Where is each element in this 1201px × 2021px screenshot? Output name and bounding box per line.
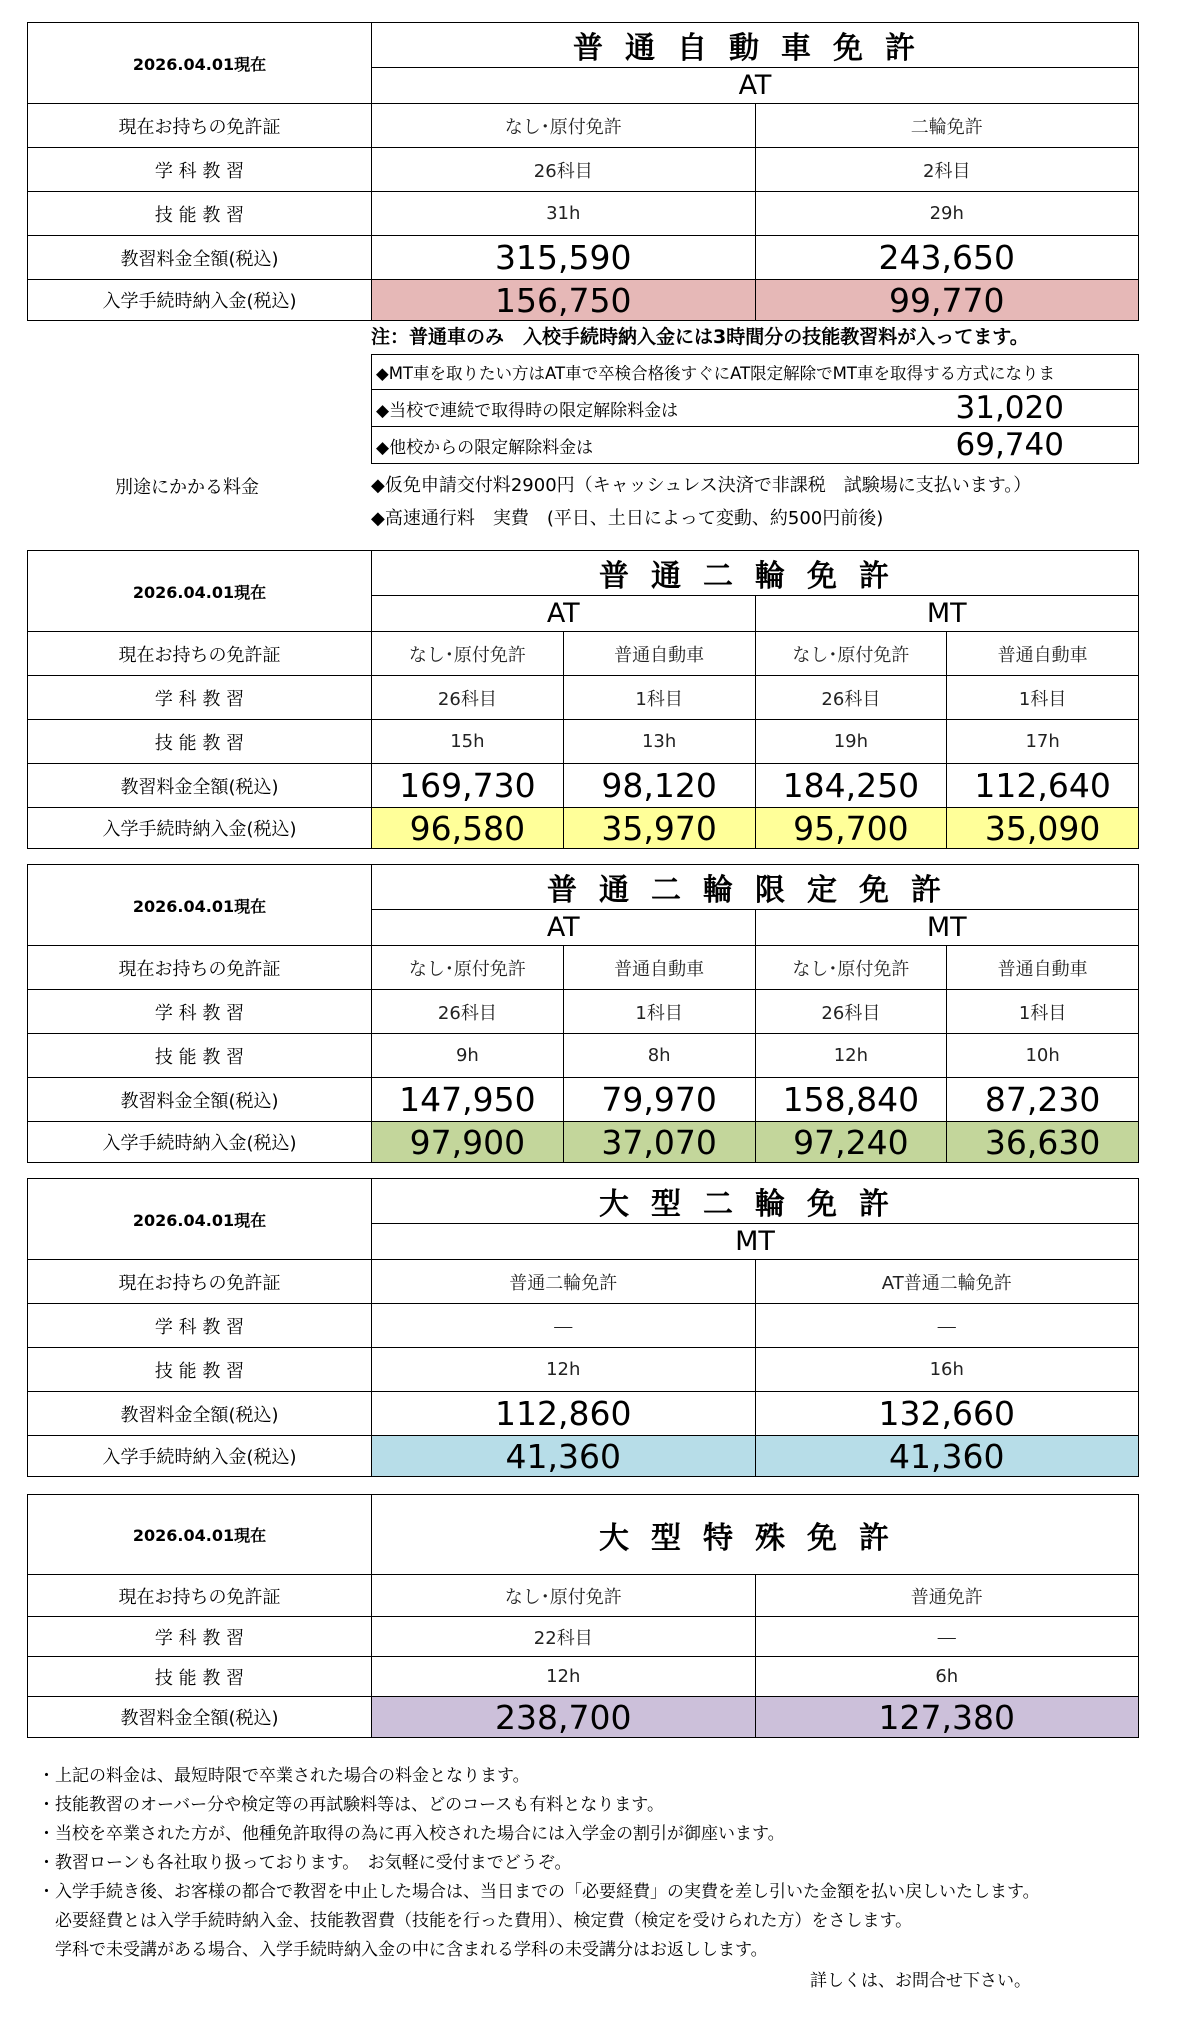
transmission-label: AT xyxy=(372,68,1139,104)
table-date: 2026.04.01現在 xyxy=(28,1179,372,1260)
academic-cell: 1科目 xyxy=(563,676,755,720)
deposit-price: 97,900 xyxy=(372,1122,564,1163)
academic-cell: 26科目 xyxy=(372,148,756,192)
table-title: 普通二輪限定免許 xyxy=(372,865,1139,910)
total-price: 184,250 xyxy=(755,764,947,808)
row-label-total: 教習料金全額(税込) xyxy=(28,1697,372,1738)
moto-limited-license-table xyxy=(27,864,1139,1163)
row-label-academic: 学 科 教 習 xyxy=(28,148,372,192)
moto-license-table xyxy=(27,550,1139,849)
transmission-label: AT xyxy=(372,596,756,632)
row-label-total: 教習料金全額(税込) xyxy=(28,236,372,280)
academic-cell: 26科目 xyxy=(372,676,564,720)
deposit-price: 35,090 xyxy=(947,808,1139,849)
practical-cell: 12h xyxy=(372,1348,756,1392)
academic-cell: － xyxy=(372,1304,756,1348)
total-price: 238,700 xyxy=(372,1697,756,1738)
mt-note: ◆MT車を取りたい方はAT車で卒検合格後すぐにAT限定解除でMT車を取得する方式になりま xyxy=(372,355,1139,390)
row-label-academic: 学 科 教 習 xyxy=(28,1304,372,1348)
table-title: 大型二輪免許 xyxy=(372,1179,1139,1224)
practical-cell: 12h xyxy=(372,1657,756,1697)
row-label-deposit: 入学手続時納入金(税込) xyxy=(28,280,372,321)
row-label-practical: 技 能 教 習 xyxy=(28,1348,372,1392)
practical-cell: 10h xyxy=(947,1034,1139,1078)
license-cell: 普通二輪免許 xyxy=(372,1260,756,1304)
total-price: 147,950 xyxy=(372,1078,564,1122)
total-price: 132,660 xyxy=(755,1392,1139,1436)
academic-cell: 1科目 xyxy=(947,676,1139,720)
table-date: 2026.04.01現在 xyxy=(28,551,372,632)
extra-fee-label: 別途にかかる料金 xyxy=(115,477,259,498)
total-price: 127,380 xyxy=(755,1697,1139,1738)
academic-cell: 22科目 xyxy=(372,1617,756,1657)
practical-cell: 19h xyxy=(755,720,947,764)
practical-cell: 17h xyxy=(947,720,1139,764)
practical-cell: 8h xyxy=(563,1034,755,1078)
table-date: 2026.04.01現在 xyxy=(28,865,372,946)
practical-cell: 9h xyxy=(372,1034,564,1078)
academic-cell: 26科目 xyxy=(372,990,564,1034)
footer-note: ・上記の料金は、最短時限で卒業された場合の料金となります。 xyxy=(38,1766,530,1786)
table-title: 普通自動車免許 xyxy=(372,23,1139,68)
total-price: 87,230 xyxy=(947,1078,1139,1122)
practical-cell: 13h xyxy=(563,720,755,764)
car-license-table xyxy=(27,22,1139,321)
deposit-price: 97,240 xyxy=(755,1122,947,1163)
license-cell: 普通自動車 xyxy=(947,946,1139,990)
practical-cell: 15h xyxy=(372,720,564,764)
deposit-price: 41,360 xyxy=(372,1436,756,1477)
deposit-price: 96,580 xyxy=(372,808,564,849)
footer-note: ・当校を卒業された方が、他種免許取得の為に再入校された場合には入学金の割引が御座います。 xyxy=(38,1824,785,1844)
license-cell: 普通免許 xyxy=(755,1575,1139,1617)
other-release-label: ◆他校からの限定解除料金は xyxy=(372,427,882,464)
academic-cell: 26科目 xyxy=(755,990,947,1034)
row-label-license: 現在お持ちの免許証 xyxy=(28,946,372,990)
row-label-total: 教習料金全額(税込) xyxy=(28,1078,372,1122)
extra-fee-2: ◆高速通行料 実費 (平日、土日によって変動、約500円前後) xyxy=(371,508,884,529)
row-label-license: 現在お持ちの免許証 xyxy=(28,104,372,148)
transmission-label: MT xyxy=(755,596,1139,632)
total-price: 79,970 xyxy=(563,1078,755,1122)
footer-note: ・入学手続き後、お客様の都合で教習を中止した場合は、当日までの「必要経費」の実費を差し引いた金額を払い戻しいたします。 xyxy=(38,1882,1040,1902)
table-date: 2026.04.01現在 xyxy=(28,1495,372,1575)
row-label-practical: 技 能 教 習 xyxy=(28,1657,372,1697)
row-label-deposit: 入学手続時納入金(税込) xyxy=(28,808,372,849)
row-label-deposit: 入学手続時納入金(税込) xyxy=(28,1436,372,1477)
own-release-label: ◆当校で連続で取得時の限定解除料金は xyxy=(372,390,882,427)
footer-note: 必要経費とは入学手続時納入金、技能教習費（技能を行った費用）、検定費（検定を受けられた方）をさします。 xyxy=(38,1911,913,1931)
footer-contact: 詳しくは、お問合せ下さい。 xyxy=(810,1971,1031,1991)
total-price: 112,860 xyxy=(372,1392,756,1436)
total-price: 112,640 xyxy=(947,764,1139,808)
other-release-price: 69,740 xyxy=(882,427,1139,464)
footer-note: ・技能教習のオーバー分や検定等の再試験料等は、どのコースも有料となります。 xyxy=(38,1795,664,1815)
table-title: 普通二輪免許 xyxy=(372,551,1139,596)
practical-cell: 12h xyxy=(755,1034,947,1078)
special-license-table xyxy=(27,1494,1139,1738)
table-date: 2026.04.01現在 xyxy=(28,23,372,104)
total-price: 158,840 xyxy=(755,1078,947,1122)
row-label-total: 教習料金全額(税込) xyxy=(28,1392,372,1436)
license-cell: なし･原付免許 xyxy=(755,946,947,990)
own-release-price: 31,020 xyxy=(882,390,1139,427)
license-cell: 普通自動車 xyxy=(947,632,1139,676)
academic-cell: － xyxy=(755,1617,1139,1657)
transmission-label: MT xyxy=(372,1224,1139,1260)
row-label-license: 現在お持ちの免許証 xyxy=(28,632,372,676)
transmission-label: AT xyxy=(372,910,756,946)
total-price: 98,120 xyxy=(563,764,755,808)
license-cell: なし･原付免許 xyxy=(372,632,564,676)
license-cell: 普通自動車 xyxy=(563,946,755,990)
deposit-price: 35,970 xyxy=(563,808,755,849)
license-cell: なし･原付免許 xyxy=(372,104,756,148)
academic-cell: － xyxy=(755,1304,1139,1348)
row-label-total: 教習料金全額(税込) xyxy=(28,764,372,808)
extra-fee-1: ◆仮免申請交付料2900円（キャッシュレス決済で非課税 試験場に支払います。） xyxy=(371,475,1032,496)
license-cell: なし･原付免許 xyxy=(372,946,564,990)
big-moto-license-table xyxy=(27,1178,1139,1477)
limit-release-box xyxy=(371,354,1139,464)
license-cell: 普通自動車 xyxy=(563,632,755,676)
practical-cell: 29h xyxy=(755,192,1139,236)
row-label-practical: 技 能 教 習 xyxy=(28,720,372,764)
deposit-price: 156,750 xyxy=(372,280,756,321)
deposit-price: 41,360 xyxy=(755,1436,1139,1477)
row-label-practical: 技 能 教 習 xyxy=(28,192,372,236)
deposit-price: 99,770 xyxy=(755,280,1139,321)
table-title: 大型特殊免許 xyxy=(372,1495,1139,1575)
practical-cell: 6h xyxy=(755,1657,1139,1697)
deposit-price: 37,070 xyxy=(563,1122,755,1163)
row-label-license: 現在お持ちの免許証 xyxy=(28,1575,372,1617)
row-label-academic: 学 科 教 習 xyxy=(28,1617,372,1657)
license-cell: AT普通二輪免許 xyxy=(755,1260,1139,1304)
row-label-license: 現在お持ちの免許証 xyxy=(28,1260,372,1304)
row-label-academic: 学 科 教 習 xyxy=(28,990,372,1034)
academic-cell: 1科目 xyxy=(947,990,1139,1034)
total-price: 315,590 xyxy=(372,236,756,280)
transmission-label: MT xyxy=(755,910,1139,946)
row-label-practical: 技 能 教 習 xyxy=(28,1034,372,1078)
row-label-academic: 学 科 教 習 xyxy=(28,676,372,720)
license-cell: なし･原付免許 xyxy=(372,1575,756,1617)
license-cell: 二輪免許 xyxy=(755,104,1139,148)
footer-note: 学科で未受講がある場合、入学手続時納入金の中に含まれる学科の未受講分はお返しします。 xyxy=(38,1940,768,1960)
deposit-price: 95,700 xyxy=(755,808,947,849)
academic-cell: 2科目 xyxy=(755,148,1139,192)
total-price: 169,730 xyxy=(372,764,564,808)
academic-cell: 1科目 xyxy=(563,990,755,1034)
car-note: 注：普通車のみ 入校手続時納入金には3時間分の技能教習料が入ってます。 xyxy=(371,326,1029,348)
practical-cell: 31h xyxy=(372,192,756,236)
footer-note: ・教習ローンも各社取り扱っております。 お気軽に受付までどうぞ。 xyxy=(38,1853,572,1873)
practical-cell: 16h xyxy=(755,1348,1139,1392)
deposit-price: 36,630 xyxy=(947,1122,1139,1163)
academic-cell: 26科目 xyxy=(755,676,947,720)
total-price: 243,650 xyxy=(755,236,1139,280)
row-label-deposit: 入学手続時納入金(税込) xyxy=(28,1122,372,1163)
license-cell: なし･原付免許 xyxy=(755,632,947,676)
